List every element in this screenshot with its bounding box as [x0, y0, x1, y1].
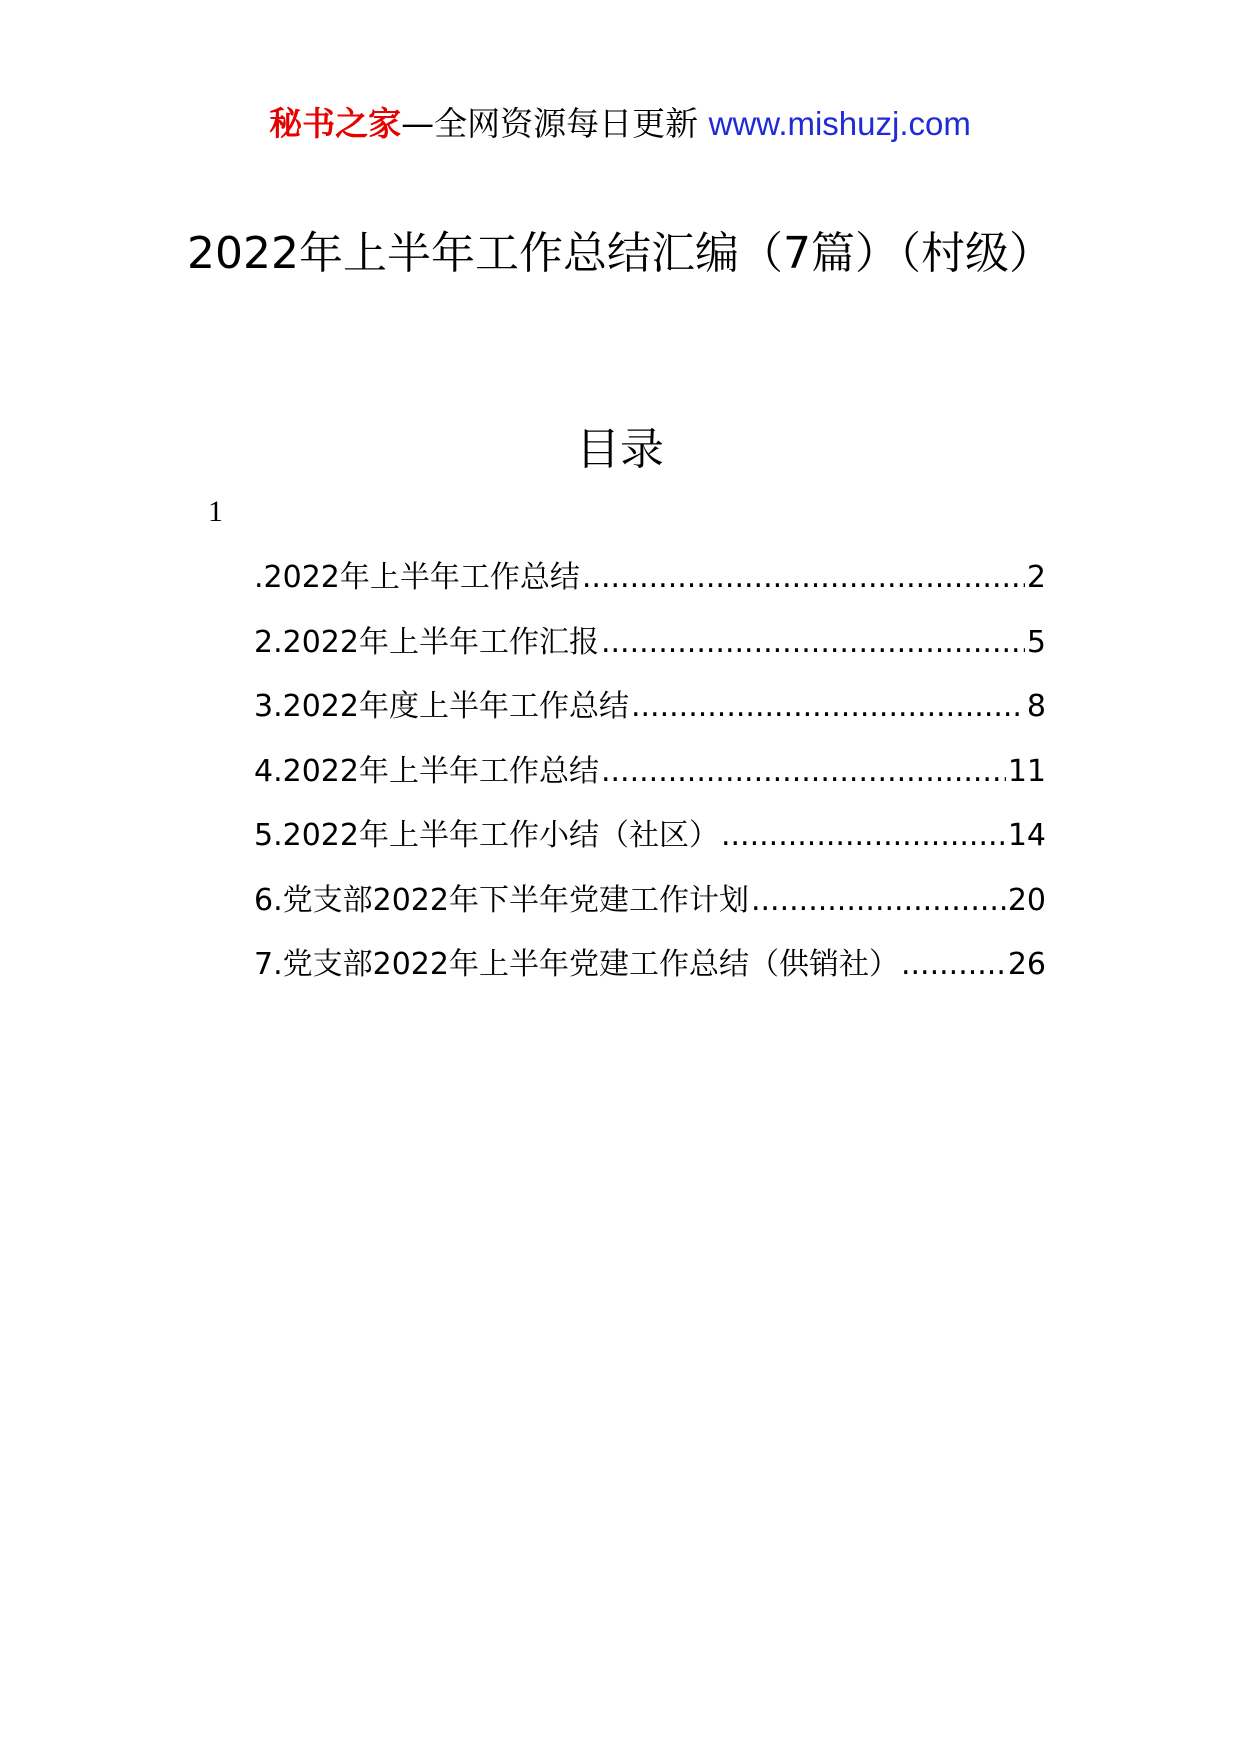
toc-entry-title: 4.2022年上半年工作总结 — [254, 753, 599, 789]
toc-page-number: 14 — [1007, 818, 1046, 853]
header-tagline: —全网资源每日更新 — [401, 104, 699, 143]
toc-dot-leader — [601, 752, 1006, 792]
toc-marker: 1 — [208, 495, 223, 528]
toc-dot-leader — [721, 816, 1006, 856]
document-title: 2022年上半年工作总结汇编（7篇）（村级） — [187, 228, 1053, 279]
toc-entry[interactable] — [254, 945, 1046, 1010]
toc-entry[interactable] — [254, 623, 1046, 688]
toc-entry-title: 6.党支部2022年下半年党建工作计划 — [254, 882, 749, 918]
toc-dot-leader — [582, 558, 1025, 598]
toc-entry[interactable] — [254, 687, 1046, 752]
toc-dot-leader — [751, 881, 1006, 921]
site-header — [0, 100, 1240, 148]
toc-page-number: 5 — [1026, 624, 1046, 660]
toc-page-number: 8 — [1026, 689, 1046, 724]
site-url-link[interactable]: www.mishuzj.com — [708, 105, 971, 142]
brand-name: 秘书之家 — [269, 104, 402, 143]
toc-entry-title: 2.2022年上半年工作汇报 — [254, 624, 599, 660]
toc-heading: 目录 — [576, 424, 664, 475]
table-of-contents — [254, 558, 1046, 1010]
toc-entry[interactable] — [254, 558, 1046, 623]
toc-entry[interactable] — [254, 881, 1046, 946]
toc-page-number: 20 — [1007, 882, 1046, 918]
toc-entry-title: 3.2022年度上半年工作总结 — [254, 689, 629, 724]
toc-dot-leader — [631, 687, 1025, 727]
toc-page-number: 11 — [1007, 753, 1046, 789]
toc-entry[interactable] — [254, 752, 1046, 817]
toc-page-number: 2 — [1026, 560, 1046, 595]
toc-entry-title: .2022年上半年工作总结 — [254, 560, 580, 595]
toc-entry-title: 7.党支部2022年上半年党建工作总结（供销社） — [254, 947, 899, 982]
toc-page-number: 26 — [1007, 947, 1046, 982]
toc-entry[interactable] — [254, 816, 1046, 881]
toc-entry-title: 5.2022年上半年工作小结（社区） — [254, 818, 719, 853]
toc-dot-leader — [601, 623, 1025, 663]
toc-dot-leader — [901, 945, 1006, 985]
